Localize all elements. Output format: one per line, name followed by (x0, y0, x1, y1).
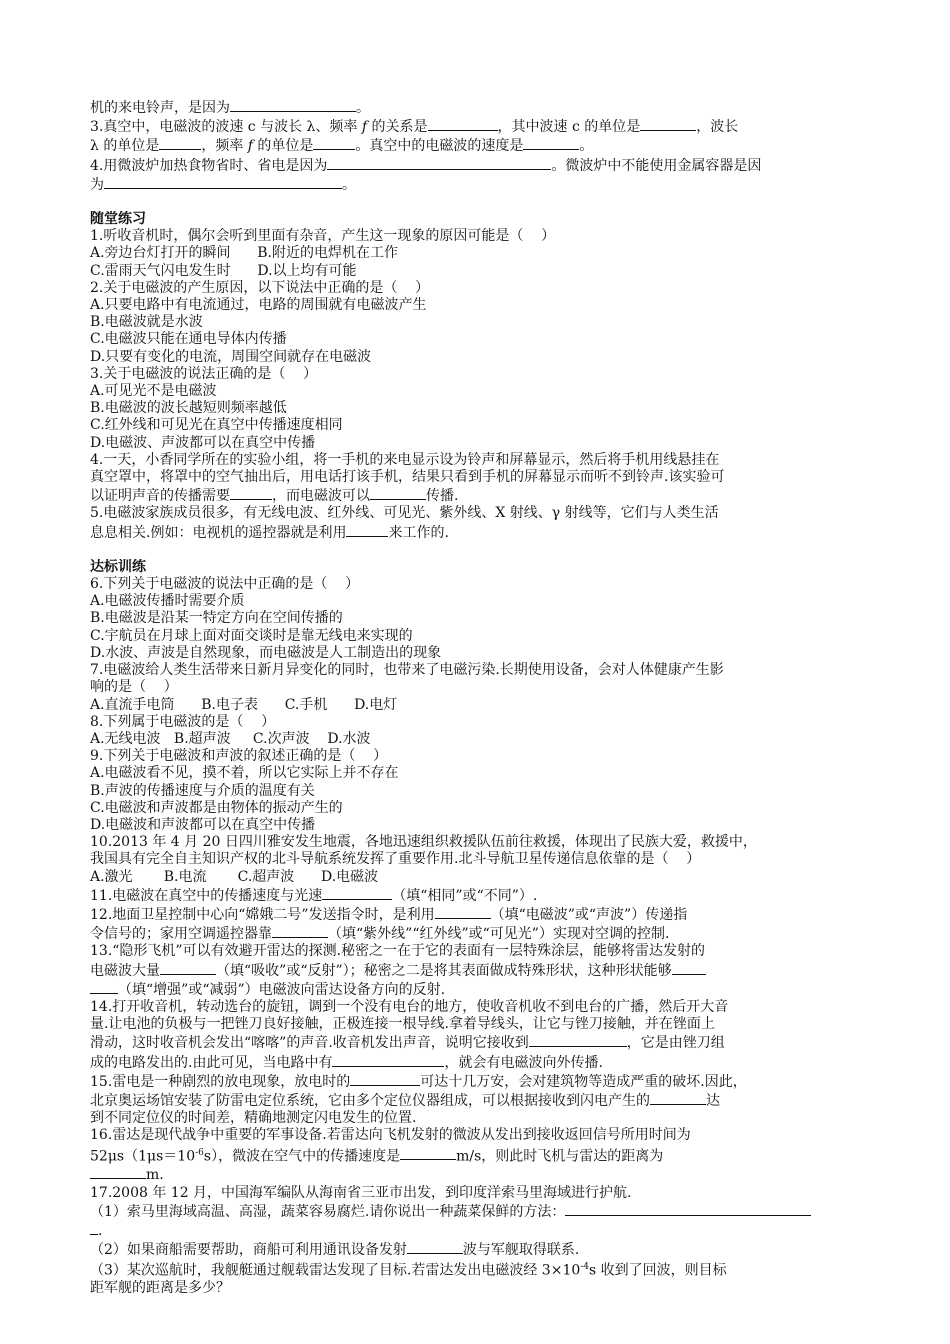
text-line: 13.“隐形飞机”可以有效避开雷达的探测.秘密之一在于它的表面有一层特殊涂层，能够将雷达发射的 (90, 943, 706, 960)
text-line: 12.地面卫星控制中心向“嫦娥二号”发送指令时，是利用 （填“电磁波”或“声波”）传递指 (90, 906, 688, 923)
text-line: C.电磁波和声波都是由物体的振动产生的 (90, 799, 343, 816)
text-line: 2.关于电磁波的产生原因，以下说法中正确的是（ ） (90, 279, 430, 296)
intro-line-3: λ 的单位是 ，频率 f 的单位是 。真空中的电磁波的速度是 。 (90, 138, 594, 155)
blank[interactable] (370, 486, 426, 500)
intro-line-1: 机的来电铃声，是因为 。 (90, 100, 370, 116)
blank[interactable] (428, 117, 498, 131)
text-line: 3.关于电磁波的说法正确的是（ ） (90, 365, 318, 382)
blank[interactable] (529, 1033, 627, 1047)
text-line: 电磁波大量 （填“吸收”或“反射”）；秘密之二是将其表面做成特殊形状，这种形状能够 (90, 961, 866, 980)
blank[interactable] (672, 961, 706, 975)
text-line: 14.打开收音机，转动选台的旋钮，调到一个没有电台的地方，使收音机收不到电台的广播，然后开大音 (90, 998, 729, 1015)
text-line: $52\mu s(1\mu s=10^{-6}s)$，微波在空气中的传播速度是 m/s，则此时飞机与雷达的距离为 (90, 1147, 664, 1165)
text-line: 以证明声音的传播需要 ，而电磁波可以 传播. (90, 488, 459, 505)
text-line: 7.电磁波给人类生活带来日新月异变化的同时，也带来了电磁污染.长期使用设备，会对人体健康产生影 (90, 662, 724, 679)
text-line: 北京奥运场馆安装了防雷电定位系统，它由多个定位仪器组成，可以根据接收到闪电产生的 达 (90, 1092, 720, 1109)
blank[interactable] (565, 1202, 811, 1216)
text-line: 量.让电池的负极与一把锉刀良好接触，正极连接一根导线.拿着导线头，让它与锉刀接触，并在锉面上 (90, 1016, 715, 1033)
text-line: A.电磁波传播时需要介质 (90, 593, 245, 610)
text-line: 1.听收音机时，偶尔会听到里面有杂音，产生这一现象的原因可能是（ ） (90, 228, 556, 245)
text-line: （1）索马里海域高温、高湿，蔬菜容易腐烂.请你说出一种蔬菜保鲜的方法： (90, 1202, 866, 1221)
text-line: 15.雷电是一种剧烈的放电现象，放电时的 可达十几万安，会对建筑物等造成严重的破坏.因此， (90, 1073, 747, 1090)
text-line: 11.电磁波在真空中的传播速度与光速 （填“相同”或“不同”）. (90, 887, 538, 904)
text-line: 5.电磁波家族成员很多，有无线电波、红外线、可见光、紫外线、X 射线、γ 射线等，它们与人类生活 (90, 505, 719, 522)
blank[interactable] (400, 1146, 456, 1160)
text-line: A.旁边台灯打开的瞬间 B.附近的电焊机在工作 (90, 245, 398, 262)
blank[interactable] (650, 1091, 706, 1105)
blank[interactable] (230, 486, 272, 500)
text-line: 16.雷达是现代战争中重要的军事设备.若雷达向飞机发射的微波从发出到接收返回信号所用时间为 (90, 1127, 691, 1144)
text-line: 8.下列属于电磁波的是（ ） (90, 713, 276, 730)
text-line: D.只要有变化的电流，周围空间就存在电磁波 (90, 348, 372, 365)
text-line: 令信号的；家用空调遥控器靠 （填“紫外线”“红外线”或“可见光”）实现对空调的控制. (90, 926, 670, 943)
blank[interactable] (523, 136, 579, 150)
text-line: 4.一天，小香同学所在的实验小组，将一手机的来电显示设为铃声和屏幕显示，然后将手机用线悬挂在 (90, 451, 720, 468)
blank[interactable] (435, 905, 491, 919)
text-line: 我国具有完全自主知识产权的北斗导航系统发挥了重要作用.北斗导航卫星传递信息依靠的是（ ） (90, 851, 701, 868)
blank[interactable] (104, 175, 342, 189)
blank[interactable] (90, 1165, 146, 1179)
text-line: A.只要电路中有电流通过，电路的周围就有电磁波产生 (90, 297, 427, 314)
text-line: 真空罩中，将罩中的空气抽出后，用电话打该手机，结果只看到手机的屏幕显示而听不到铃声.该实验可 (90, 469, 725, 486)
text-line: 9.下列关于电磁波和声波的叙述正确的是（ ） (90, 748, 388, 765)
text-line: 成的电路发出的.由此可见，当电路中有 ，就会有电磁波向外传播. (90, 1054, 603, 1071)
blank[interactable] (313, 136, 355, 150)
text-line: B.电磁波就是水波 (90, 314, 203, 331)
blank[interactable] (640, 117, 696, 131)
text-line: m. (90, 1165, 866, 1184)
text-line: 到不同定位仪的时间差，精确地测定闪电发生的位置. (90, 1110, 417, 1127)
intro-line-5: 为 。 (90, 176, 356, 193)
text-line: A.电磁波看不见，摸不着，所以它实际上并不存在 (90, 765, 399, 782)
intro-line-2: 3.真空中，电磁波的波速 c 与波长 λ、频率 f 的关系是 ，其中波速 c 的单位是 ，波长 (90, 119, 739, 136)
text-line: C.红外线和可见光在真空中传播速度相同 (90, 417, 343, 434)
blank[interactable] (90, 1221, 98, 1235)
blank[interactable] (332, 1053, 444, 1067)
text-line: C.宇航员在月球上面对面交谈时是靠无线电来实现的 (90, 627, 413, 644)
text-line: 响的是（ ） (90, 679, 178, 696)
text-line: 息息相关.例如：电视机的遥控器就是利用 来工作的. (90, 524, 449, 541)
text-line: . (90, 1221, 866, 1240)
text-line: 10.2013 年 4 月 20 日四川雅安发生地震，各地迅速组织救援队伍前往救援，体现出了民族大爱，救援中， (90, 834, 757, 851)
text-line: B.声波的传播速度与介质的温度有关 (90, 782, 315, 799)
text-line: （3）某次巡航时，我舰艇通过舰载雷达发现了目标.若雷达发出电磁波经 $3\times 10^{-4}s$ 收到了回波，则目标 (90, 1262, 727, 1280)
text-line: 6.下列关于电磁波的说法中正确的是（ ） (90, 576, 360, 593)
blank[interactable] (322, 886, 392, 900)
text-line: A.激光 B.电流 C.超声波 D.电磁波 (90, 868, 379, 885)
intro-line-4: 4.用微波炉加热食物省时、省电是因为 。微波炉中不能使用金属容器是因 (90, 157, 762, 174)
text-line: C.电磁波只能在通电导体内传播 (90, 331, 287, 348)
blank[interactable] (346, 523, 388, 537)
text-line: D.电磁波、声波都可以在真空中传播 (90, 434, 316, 451)
blank[interactable] (160, 961, 216, 975)
blank[interactable] (230, 98, 356, 112)
text-line: C.雷雨天气闪电发生时 D.以上均有可能 (90, 262, 357, 279)
section-heading-test: 达标训练 (90, 558, 146, 575)
blank[interactable] (90, 980, 118, 994)
text-line: 17.2008 年 12 月，中国海军编队从海南省三亚市出发，到印度洋索马里海域进行护航. (90, 1184, 632, 1201)
blank[interactable] (159, 136, 201, 150)
text-line: 距军舰的距离是多少？ (90, 1280, 230, 1297)
text-line: D.电磁波和声波都可以在真空中传播 (90, 816, 316, 833)
text-line: （2）如果商船需要帮助，商船可利用通讯设备发射 波与军舰取得联系. (90, 1242, 580, 1259)
text-line: D.水波、声波是自然现象，而电磁波是人工制造出的现象 (90, 644, 442, 661)
text-line: 滑动，这时收音机会发出“喀喀”的声音.收音机发出声音，说明它接收到 ，它是由锉刀组 (90, 1035, 725, 1052)
text-line: A.可见光不是电磁波 (90, 383, 217, 400)
text-line: A.直流手电筒 B.电子表 C.手机 D.电灯 (90, 696, 398, 713)
text-line: B.电磁波的波长越短则频率越低 (90, 400, 287, 417)
blank[interactable] (327, 156, 551, 170)
text-line: B.电磁波是沿某一特定方向在空间传播的 (90, 610, 343, 627)
text-line: （填“增强”或“减弱”）电磁波向雷达设备方向的反射. (90, 980, 866, 999)
worksheet-content (90, 98, 866, 1298)
blank[interactable] (272, 924, 328, 938)
blank[interactable] (407, 1240, 463, 1254)
text-line: A.无线电波 B.超声波 C.次声波 D.水波 (90, 730, 371, 747)
blank[interactable] (350, 1072, 420, 1086)
section-heading-practice: 随堂练习 (90, 211, 146, 228)
